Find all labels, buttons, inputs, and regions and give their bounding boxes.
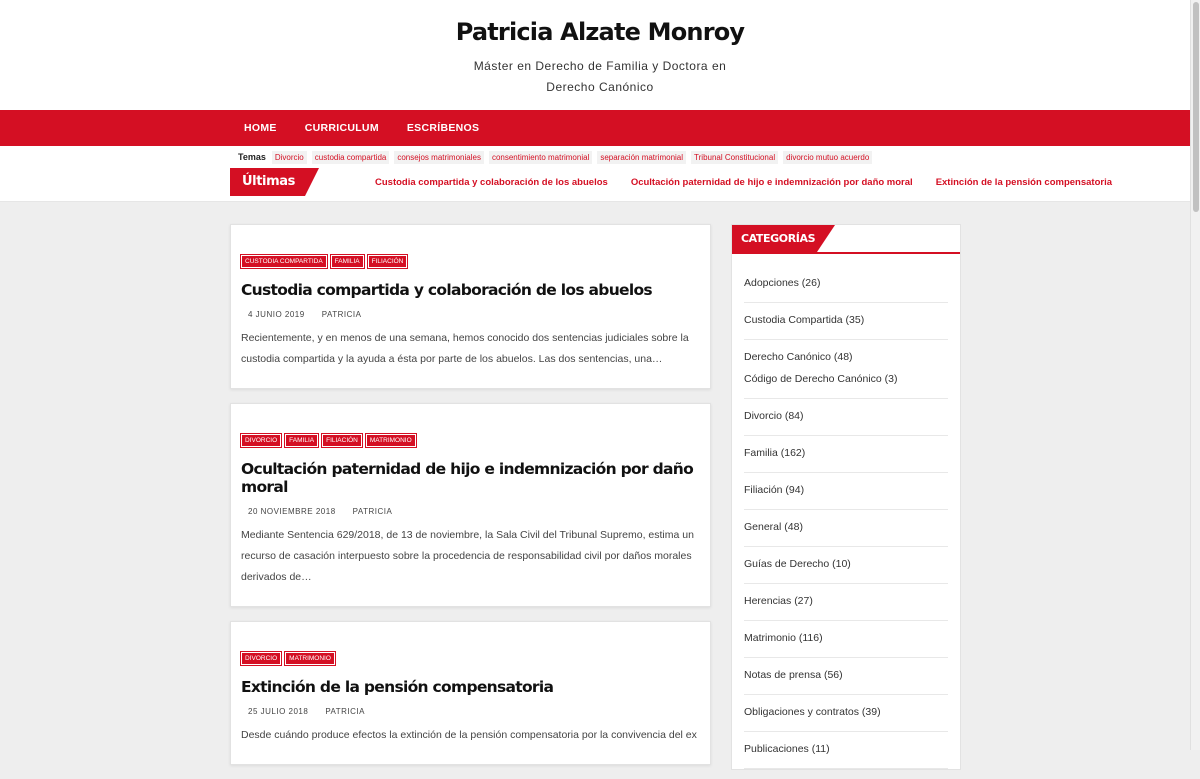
category-item — [744, 340, 948, 399]
categories-widget — [731, 224, 961, 770]
category-item — [744, 399, 948, 436]
category-link[interactable]: Derecho Canónico (48) — [744, 351, 853, 363]
category-link[interactable]: Herencias (27) — [744, 595, 813, 607]
category-item — [744, 303, 948, 340]
post-meta — [241, 507, 700, 516]
category-link[interactable]: Filiación (94) — [744, 484, 805, 496]
post-title[interactable]: Ocultación paternidad de hijo e indemnización por daño moral — [241, 460, 694, 496]
tag-link[interactable]: consejos matrimoniales — [394, 151, 484, 164]
category-badge[interactable]: DIVORCIO — [241, 434, 281, 447]
category-link[interactable]: General (48) — [744, 521, 803, 533]
category-list — [732, 254, 960, 769]
post-date[interactable]: 25 JULIO 2018 — [248, 707, 309, 716]
ticker-label: Últimas — [230, 168, 305, 196]
category-badge[interactable]: FILIACIÓN — [368, 255, 408, 268]
post-meta — [241, 707, 700, 716]
site-header — [0, 0, 1200, 110]
category-badge[interactable]: FILIACIÓN — [322, 434, 362, 447]
category-badge[interactable]: MATRIMONIO — [366, 434, 416, 447]
tag-link[interactable]: separación matrimonial — [597, 151, 686, 164]
category-item — [744, 732, 948, 769]
nav-curriculum[interactable]: CURRICULUM — [304, 122, 379, 134]
category-badge[interactable]: DIVORCIO — [241, 652, 281, 665]
ticker-item[interactable]: Extinción de la pensión compensatoria — [935, 176, 1113, 188]
category-item — [744, 436, 948, 473]
post-author[interactable]: PATRICIA — [325, 707, 366, 716]
category-item — [744, 621, 948, 658]
site-description — [0, 56, 1200, 98]
tags-label: Temas — [238, 152, 266, 162]
category-badge[interactable]: FAMILIA — [285, 434, 318, 447]
category-link[interactable]: Custodia Compartida (35) — [744, 314, 865, 326]
post-categories — [241, 652, 700, 665]
tag-link[interactable]: Divorcio — [272, 151, 307, 164]
post-date[interactable]: 20 NOVIEMBRE 2018 — [248, 507, 336, 516]
category-link[interactable]: Matrimonio (116) — [744, 632, 823, 644]
category-badge[interactable]: FAMILIA — [331, 255, 364, 268]
category-link[interactable]: Obligaciones y contratos (39) — [744, 706, 881, 718]
nav-escribenos[interactable]: ESCRÍBENOS — [406, 122, 480, 134]
post-card — [230, 403, 711, 607]
category-item — [744, 510, 948, 547]
ticker-item[interactable]: Ocultación paternidad de hijo e indemnización por daño moral — [630, 176, 913, 188]
subcategory-item — [744, 371, 948, 388]
category-link[interactable]: Notas de prensa (56) — [744, 669, 843, 681]
post-excerpt: Mediante Sentencia 629/2018, de 13 de noviembre, la Sala Civil del Tribunal Supremo, estima un recurso de casación interpuesto sobre la procedencia de responsabilidad civil por daños morales derivados de… — [241, 529, 694, 583]
site-description-line: Máster en Derecho de Familia y Doctora en — [473, 59, 727, 73]
post-title[interactable]: Custodia compartida y colaboración de los abuelos — [241, 281, 652, 299]
site-title[interactable]: Patricia Alzate Monroy — [455, 18, 745, 46]
post-categories — [241, 434, 700, 447]
post-excerpt: Desde cuándo produce efectos la extinción de la pensión compensatoria por la convivencia del ex — [241, 729, 697, 741]
site-description-line: Derecho Canónico — [546, 80, 654, 94]
widget-header — [732, 225, 960, 254]
widget-title: CATEGORÍAS — [732, 225, 817, 252]
category-badge[interactable]: MATRIMONIO — [285, 652, 335, 665]
category-link[interactable]: Divorcio (84) — [744, 410, 804, 422]
scrollbar-thumb[interactable] — [1193, 2, 1199, 212]
post-excerpt: Recientemente, y en menos de una semana, hemos conocido dos sentencias judiciales sobre la custodia compartida y la ayuda a ésta por parte de los abuelos. Las dos sentencias, una… — [241, 332, 689, 365]
post-title[interactable]: Extinción de la pensión compensatoria — [241, 678, 554, 696]
tag-link[interactable]: Tribunal Constitucional — [691, 151, 778, 164]
main-navigation — [0, 110, 1200, 146]
category-item — [744, 658, 948, 695]
category-link[interactable]: Adopciones (26) — [744, 277, 821, 289]
subcategory-link[interactable]: Código de Derecho Canónico (3) — [744, 373, 898, 385]
tags-bar — [0, 146, 1200, 168]
page-scrollbar[interactable] — [1190, 0, 1200, 750]
ticker-item[interactable]: Custodia compartida y colaboración de los abuelos — [375, 176, 608, 188]
category-item — [744, 473, 948, 510]
post-card — [230, 621, 711, 765]
tag-link[interactable]: consentimiento matrimonial — [489, 151, 592, 164]
latest-ticker — [0, 168, 1200, 202]
category-link[interactable]: Familia (162) — [744, 447, 806, 459]
post-date[interactable]: 4 JUNIO 2019 — [248, 310, 305, 319]
post-author[interactable]: PATRICIA — [352, 507, 393, 516]
tag-link[interactable]: custodia compartida — [312, 151, 390, 164]
category-item — [744, 547, 948, 584]
post-author[interactable]: PATRICIA — [321, 310, 362, 319]
post-categories — [241, 255, 700, 268]
category-item — [744, 266, 948, 303]
category-item — [744, 584, 948, 621]
post-list — [230, 224, 711, 779]
category-link[interactable]: Guías de Derecho (10) — [744, 558, 851, 570]
post-meta — [241, 310, 700, 319]
category-link[interactable]: Publicaciones (11) — [744, 743, 830, 755]
nav-home[interactable]: HOME — [244, 122, 277, 134]
category-badge[interactable]: CUSTODIA COMPARTIDA — [241, 255, 327, 268]
tag-link[interactable]: divorcio mutuo acuerdo — [783, 151, 872, 164]
ticker-list — [375, 176, 1113, 188]
category-item — [744, 695, 948, 732]
post-card — [230, 224, 711, 389]
